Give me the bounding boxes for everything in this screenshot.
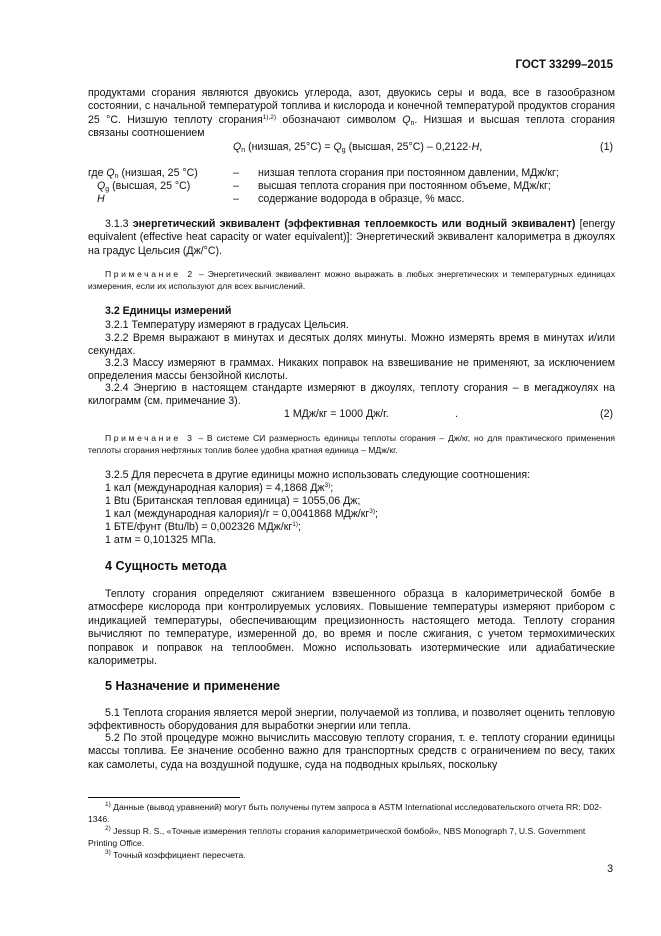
where-desc: содержание водорода в образце, % масс. [258, 193, 465, 205]
section-3-1-3: 3.1.3 энергетический эквивалент (эффективная теплоемкость или водный эквивалент) [energy equivalent (effective heat capacity or water equivalent)]: Энергетический эквивалент калориметра в джоулях на градус Цельсия (Дж/°С). [88, 218, 615, 257]
page-number: 3 [607, 863, 613, 875]
equation-2: 1 МДж/кг = 1000 Дж/г. [284, 408, 389, 420]
note-2: Примечание 2 – Энергетический эквивалент можно выражать в любых энергетических и температурных единицах измерения, если их используют для всех вычислений. [88, 269, 616, 291]
intro-paragraph: продуктами сгорания являются двуокись углерода, азот, двуокись серы и вода, все в газообразном состоянии, с начальной температурой топлива и кислорода и конечной температурой продуктов сгорания 25 °С. Низшую теплоту сгорания$^{1),2)}$ обозначают символом $Q_n$. Низшая и высшая теплота сгорания связаны соотношением [88, 87, 615, 140]
section-4-title: 4 Сущность метода [105, 559, 227, 573]
section-5-title: 5 Назначение и применение [105, 679, 281, 693]
equation-2-number: (2) [600, 408, 613, 420]
where-desc: низшая теплота сгорания при постоянном давлении, МДж/кг; [258, 167, 559, 179]
where-dash: – [233, 193, 239, 205]
conversion-line: 1 атм = 0,101325 МПа. [105, 534, 217, 546]
section-3-2-3: 3.2.3 Массу измеряют в граммах. Никаких поправок на взвешивание не применяют, за исключением определения массы бензойной кислоты. [88, 357, 615, 383]
conversion-line: 1 Btu (Британская тепловая единица) = 1055,06 Дж; [105, 495, 361, 507]
section-5-1: 5.1 Теплота сгорания является мерой энергии, получаемой из топлива, и позволяет оценить тепловую эффективность оборудования для выработки энергии или тепла. [88, 707, 615, 733]
where-dash: – [233, 167, 239, 179]
equation-1: $Q_n$ (низшая, $25^\circ С) = Q_g$ (высшая, 25°С) – 0,2122·H, [233, 141, 483, 154]
section-3-2-4: 3.2.4 Энергию в настоящем стандарте измеряют в джоулях, теплоту сгорания – в мегаджоулях на килограмм (см. примечание 3). [88, 382, 615, 408]
where-row: где $Q_n$ (низшая, 25 °С) [88, 167, 198, 180]
conversion-line: 1 БТЕ/фунт (Btu/lb) = 0,002326 МДж/$кг^{1)}$; [105, 521, 301, 533]
note-3: Примечание 3 – В системе СИ размерность единицы теплоты сгорания – Дж/кг, но для практического применения теплоты сгорания нефтяных топлив более удобна кратная единица – МДж/кг. [88, 433, 615, 455]
section-3-2-title: 3.2 Единицы измерений [105, 305, 232, 317]
where-row: H [97, 193, 105, 205]
where-desc: высшая теплота сгорания при постоянном объеме, МДж/кг; [258, 180, 551, 192]
conversion-line: 1 кал (международная калория)/г = 0,0041868 МДж/$кг^{3)}$; [105, 508, 378, 520]
document-number: ГОСТ 33299–2015 [515, 59, 613, 71]
footnote-rule [88, 797, 240, 798]
where-row: $Q_g$ (высшая, 25 °С) [97, 180, 191, 193]
equation-2-dot: . [455, 408, 458, 420]
conversion-line: 1 кал (международная калория) = 4,1868 $Дж^{3)}$; [105, 482, 334, 494]
section-5-2: 5.2 По этой процедуре можно вычислить массовую теплоту сгорания, т. е. теплоту сгорании единицы массы топлива. Ее значение особенно важно для транспортных средств с ограничением по весу, таких как самолеты, суда на воздушной подушке, суда на подводных крыльях, поскольку [88, 732, 615, 771]
section-4-text: Теплоту сгорания определяют сжиганием взвешенного образца в калориметрической бомбе в атмосфере кислорода при контролируемых условиях. Повышение температуры измеряют прибором с индикацией температуры, обеспечивающим прецизионность настоящего метода. Теплоту сгорания вычисляют по температуре, измеренной до, во время и после сжигания, с учетом термохимических поправок и поправок на теплообмен. Можно использовать изотермические или адиабатические калориметры. [88, 588, 615, 668]
footnote-3: $^{3)}$ Точный коэффициент пересчета. [105, 849, 246, 860]
where-dash: – [233, 180, 239, 192]
section-3-2-1: 3.2.1 Температуру измеряют в градусах Цельсия. [105, 319, 349, 331]
footnote-2: $^{2)}$ Jessup R. S., «Точные измерения теплоты сгорания калориметрической бомбой», NBS Monograph 7, U.S. Government Printing Office. [88, 825, 586, 848]
footnote-1: $^{1)}$ Данные (вывод уравнений) могут быть получены путем запроса в ASTM International исследовательского отчета RR: D02-1346. [88, 801, 602, 824]
section-3-2-2: 3.2.2 Время выражают в минутах и десятых долях минуты. Можно измерять время в минутах и/или секундах. [88, 332, 615, 358]
section-3-2-5-intro: 3.2.5 Для пересчета в другие единицы можно использовать следующие соотношения: [105, 469, 531, 481]
equation-1-number: (1) [600, 141, 613, 153]
